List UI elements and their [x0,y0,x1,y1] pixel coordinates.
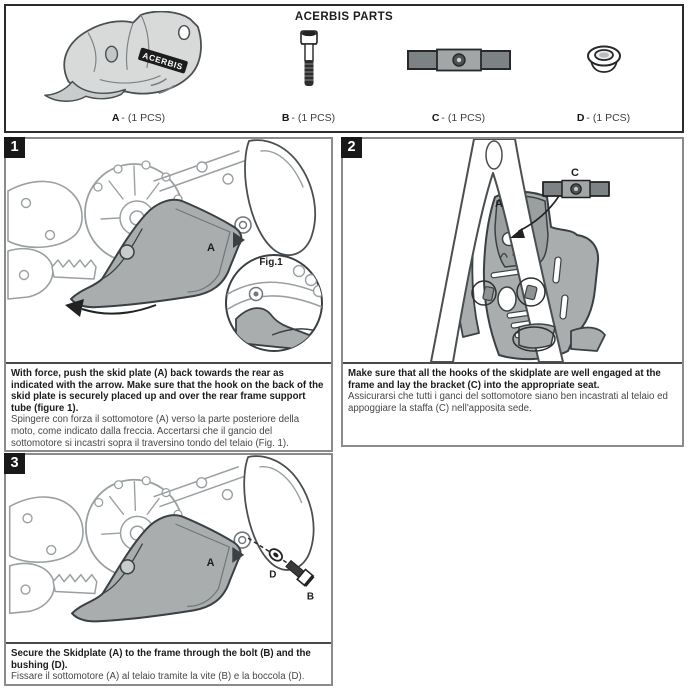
step-2-drawing [343,139,682,362]
step-2-panel [341,137,684,447]
step-3-bolt-label: B [306,591,315,603]
bracket-c [543,181,609,198]
step-3-text-en: Secure the Skidplate (A) to the frame through the bolt (B) and the bushing (D). [11,648,311,671]
bracket-icon [407,47,511,73]
part-a-drawing [31,14,246,106]
step-2-text [343,362,682,445]
step-1-text-en: With force, push the skid plate (A) back towards the rear as indicated with the arrow. Make sure that the hook on the back of the skid plate is securely placed up and over the rear frame support tube (figure 1). [11,368,324,414]
part-c-qty: - (1 PCS) [441,112,486,124]
step-1-panel [4,137,333,452]
part-c-drawing [396,14,521,106]
step-3-text [6,642,331,684]
step-2-text-en: Make sure that all the hooks of the skidplate are well engaged at the frame and lay the bracket (C) into the appropriate seat. [348,368,661,391]
step-1-plate-label: A [207,242,215,254]
part-d-drawing [546,14,661,106]
part-d-qty: - (1 PCS) [586,112,631,124]
parts-panel [4,4,684,133]
part-a-letter: A [111,112,120,124]
part-d-label [546,112,661,124]
fig1-label: Fig.1 [259,257,283,268]
part-b-drawing [251,14,366,106]
part-d [546,14,661,126]
step-3-panel [4,453,333,686]
part-a [31,14,246,126]
step-2-number-badge: 2 [341,137,362,158]
skidplate-3d-icon [41,11,237,109]
step-1-drawing [6,139,331,362]
step-1-illustration [6,139,331,362]
bolt-icon [291,29,327,91]
bushing-icon [582,44,626,76]
step-3-text-it: Fissare il sottomotore (A) al telaio tramite la vite (B) e la boccola (D). [11,671,305,683]
step-1-number-badge: 1 [4,137,25,158]
step-2-bracket-label: C [571,167,579,179]
step-3-number-badge: 3 [4,453,25,474]
part-a-label [31,112,246,124]
step-1-text-it: Spingere con forza il sottomotore (A) verso la parte posteriore della moto, come indicato dalla freccia. Accertarsi che il gancio del sottomotore si incastri sopra il traversino tondo del telaio (Fig. 1). [11,414,300,449]
part-b-label [251,112,366,124]
step-3-illustration [6,455,331,642]
acerbis-logo-text: ACERBIS [140,50,184,72]
step-2-plate-label: A [495,198,503,210]
part-c-label [396,112,521,124]
step-2-text-it: Assicurarsi che tutti i ganci del sottomotore siano ben incastrati al telaio ed appoggiare la staffa (C) nell'apposita sede. [348,391,668,414]
step-3-bushing-label: D [269,569,277,581]
part-c [396,14,521,126]
step-2-illustration [343,139,682,362]
part-a-qty: - (1 PCS) [121,112,166,124]
part-b [251,14,366,126]
step-3-drawing [6,455,331,642]
step-1-text [6,362,331,450]
part-b-letter: B [281,112,290,124]
fig1-inset [226,255,325,351]
part-b-qty: - (1 PCS) [291,112,336,124]
parts-panel-title: ACERBIS PARTS [294,11,394,23]
part-d-letter: D [576,112,585,124]
part-c-letter: C [431,112,440,124]
